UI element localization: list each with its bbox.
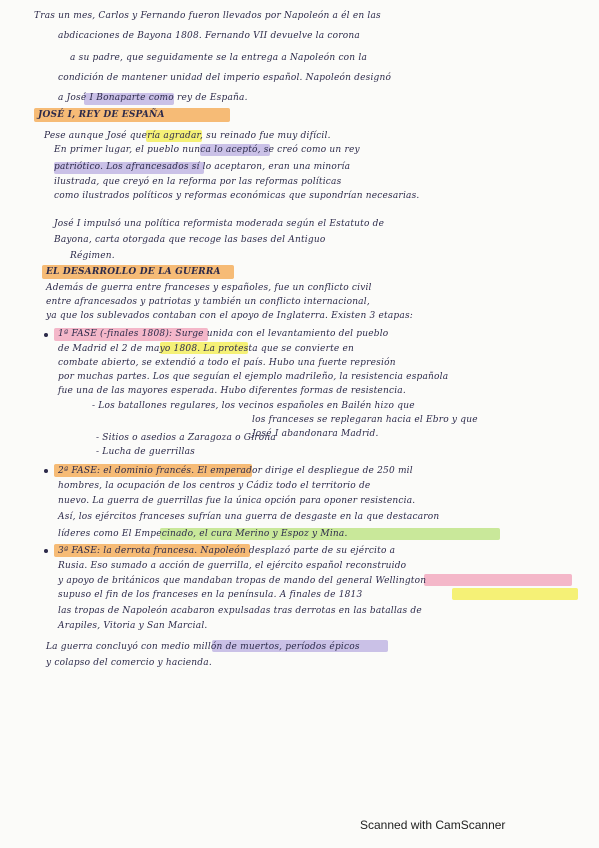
text-line: ilustrada, que creyó en la reforma por las reformas políticas: [54, 177, 342, 187]
text-line: abdicaciones de Bayona 1808. Fernando VII devuelve la corona: [58, 31, 360, 41]
text-line: En primer lugar, el pueblo nunca lo aceptó, se creó como un rey: [54, 145, 360, 155]
text-line: Además de guerra entre franceses y españoles, fue un conflicto civil: [46, 283, 372, 293]
text-line: condición de mantener unidad del imperio español. Napoleón designó: [58, 73, 392, 83]
text-line: Tras un mes, Carlos y Fernando fueron llevados por Napoleón a él en las: [34, 11, 381, 21]
section-heading: EL DESARROLLO DE LA GUERRA: [46, 267, 221, 277]
text-line: - Los batallones regulares, los vecinos españoles en Bailén hizo que: [92, 401, 415, 411]
text-line: 1ª FASE (-finales 1808): Surge unida con el levantamiento del pueblo: [58, 329, 389, 339]
text-line: Bayona, carta otorgada que recoge las bases del Antiguo: [54, 235, 326, 245]
text-line: 3ª FASE: la derrota francesa. Napoleón desplazó parte de su ejército a: [58, 546, 396, 556]
text-line: 2ª FASE: el dominio francés. El emperador dirige el despliegue de 250 mil: [58, 466, 413, 476]
text-line: los franceses se replegaran hacia el Ebro y que: [252, 415, 478, 425]
text-line: a José I Bonaparte como rey de España.: [58, 93, 248, 103]
text-line: ya que los sublevados contaban con el apoyo de Inglaterra. Existen 3 etapas:: [46, 311, 413, 321]
text-line: de Madrid el 2 de mayo 1808. La protesta que se convierte en: [58, 344, 354, 354]
text-line: y apoyo de británicos que mandaban tropas de mando del general Wellington: [58, 576, 427, 586]
text-line: líderes como El Empecinado, el cura Merino y Espoz y Mina.: [58, 529, 348, 539]
text-line: Pese aunque José quería agradar, su reinado fue muy difícil.: [44, 131, 331, 141]
text-line: - Sitios o asedios a Zaragoza o Girona: [96, 433, 276, 443]
text-line: - Lucha de guerrillas: [96, 447, 195, 457]
text-line: José I abandonara Madrid.: [252, 429, 379, 439]
bullet-fase3: [44, 549, 48, 553]
text-line: entre afrancesados y patriotas y también un conflicto internacional,: [46, 297, 370, 307]
text-line: Régimen.: [70, 251, 115, 261]
text-line: como ilustrados políticos y reformas económicas que supondrían necesarias.: [54, 191, 420, 201]
text-line: La guerra concluyó con medio millón de muertos, períodos épicos: [46, 642, 360, 652]
bullet-fase2: [44, 469, 48, 473]
text-line: y colapso del comercio y hacienda.: [46, 658, 212, 668]
text-line: hombres, la ocupación de los centros y Cádiz todo el territorio de: [58, 481, 371, 491]
scanner-watermark: Scanned with CamScanner: [360, 818, 506, 832]
text-line: por muchas partes. Los que seguían el ejemplo madrileño, la resistencia española: [58, 372, 449, 382]
text-line: a su padre, que seguidamente se la entrega a Napoleón con la: [70, 53, 368, 63]
text-line: Así, los ejércitos franceses sufrían una guerra de desgaste en la que destacaron: [58, 512, 440, 522]
bullet-fase1: [44, 333, 48, 337]
text-line: Rusia. Eso sumado a acción de guerrilla, el ejército español reconstruido: [58, 561, 407, 571]
text-line: nuevo. La guerra de guerrillas fue la única opción para oponer resistencia.: [58, 496, 416, 506]
highlight-finales-1813: [452, 588, 578, 600]
text-line: patriótico. Los afrancesados sí lo aceptaron, eran una minoría: [54, 162, 351, 172]
text-line: supuso el fin de los franceses en la península. A finales de 1813: [58, 590, 363, 600]
text-line: combate abierto, se extendió a todo el país. Hubo una fuerte represión: [58, 358, 396, 368]
text-line: José I impulsó una política reformista moderada según el Estatuto de: [54, 219, 385, 229]
text-line: Arapiles, Vitoria y San Marcial.: [58, 621, 208, 631]
section-heading: JOSÉ I, REY DE ESPAÑA: [38, 110, 165, 120]
highlight-wellington: [424, 574, 572, 586]
text-line: las tropas de Napoleón acabaron expulsadas tras derrotas en las batallas de: [58, 606, 422, 616]
text-line: fue una de las mayores esperada. Hubo diferentes formas de resistencia.: [58, 386, 406, 396]
